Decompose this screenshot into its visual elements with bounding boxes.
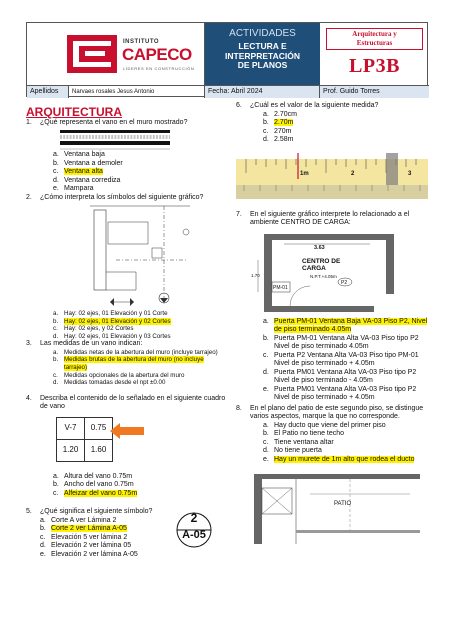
- option[interactable]: b. El Patio no tiene techo: [263, 430, 345, 437]
- drawing-npt: N.P.T.+4.05m: [310, 273, 337, 279]
- drawing-door-pm01: PM-01: [273, 284, 288, 291]
- wall-opening-figure: [54, 127, 226, 151]
- option[interactable]: d. Hay: 02 ejes, 01 Elevación y 03 Cortes: [53, 332, 171, 340]
- logo-cell: [27, 23, 205, 85]
- apellidos-label: Apellidos: [27, 86, 69, 98]
- right-column: [236, 102, 432, 544]
- question-8: 8. En el plano del patio de este segundo piso, se distingue varios aspectos, marque la que no corresponde.: [236, 404, 424, 420]
- option[interactable]: d. No tiene puerta: [263, 447, 322, 454]
- tape-mark-1m: 1m: [300, 170, 309, 177]
- axes-symbols-figure: [86, 202, 226, 310]
- document-header: [26, 22, 428, 97]
- question-7: 7. En el siguiente gráfico interprete lo relacionado a el ambiente CENTRO DE CARGA:: [236, 210, 410, 226]
- option-selected[interactable]: b. Corte 2 ver Lámina A-05: [40, 525, 127, 533]
- option[interactable]: d. Elevación 2 ver lámina 05: [40, 542, 132, 550]
- activity-subtitle: LECTURA E INTERPRETACIÓN DE PLANOS: [225, 41, 300, 70]
- activity-code: LP3B: [349, 55, 400, 77]
- patio-label: PATIO: [334, 501, 352, 507]
- q2-options: [53, 310, 226, 340]
- section-symbol: [174, 511, 214, 549]
- activity-title: ACTIVIDADES: [229, 28, 296, 39]
- option-selected[interactable]: a. Puerta PM-01 Ventana Baja VA-03 Piso P2, Nivel de piso terminado 4.05m: [263, 317, 428, 333]
- option[interactable]: a. Hay ducto que viene del primer piso: [263, 421, 386, 429]
- question-4: 4. Describa el contenido de lo señalado en el siguiente cuadro de vano: [26, 394, 226, 411]
- option[interactable]: a. Corte A ver Lámina 2: [40, 516, 117, 524]
- section-title: ARQUITECTURA: [26, 105, 122, 119]
- option[interactable]: a. Altura del vano 0.75m: [53, 472, 133, 480]
- option[interactable]: c. Puerta P2 Ventana Alta VA-03 Piso tipo PM-01 Nivel de piso terminado + 4.05m: [263, 351, 419, 367]
- left-column: [26, 105, 226, 559]
- option[interactable]: d. Ventana corrediza: [53, 176, 121, 184]
- logo-tagline: LÍDERES EN CONSTRUCCIÓN: [123, 66, 195, 71]
- logo-institute: INSTITUTO: [123, 39, 160, 45]
- capeco-logo-icon: [67, 35, 117, 73]
- drawing-room-title: CENTRO DE CARGA: [302, 257, 341, 272]
- table-cell: 0.75: [85, 417, 113, 439]
- tape-mark-3: 3: [408, 170, 412, 177]
- option-selected[interactable]: b. 2.70m: [263, 119, 294, 126]
- option[interactable]: b. Ventana a demoler: [53, 159, 123, 167]
- option[interactable]: a. 2.70cm: [263, 110, 297, 118]
- option[interactable]: e. Puerta PM01 Ventana Alta VA-03 Piso tipo P2 Nivel de piso terminado + 4.05m: [263, 385, 417, 401]
- patio-drawing: [250, 470, 432, 544]
- student-name: Narvaes rosales Jesus Antonio: [69, 86, 205, 98]
- table-cell: 1.60: [85, 439, 113, 461]
- section-symbol-sheet: A-05: [182, 528, 206, 541]
- window-schedule-figure: [26, 417, 226, 473]
- q6-options: [263, 111, 432, 145]
- option[interactable]: d. Medidas tomadas desde el npt ±0.00: [53, 379, 166, 387]
- option[interactable]: d. 2.58m: [263, 136, 294, 143]
- option[interactable]: c. Tiene ventana altar: [263, 438, 334, 446]
- professor-label: Prof. Guido Torres: [320, 86, 429, 98]
- question-2: 2. ¿Cómo interpreta los símbolos del siguiente gráfico?: [26, 193, 204, 201]
- question-5: 5. ¿Qué significa el siguiente símbolo?: [26, 508, 153, 516]
- option-selected[interactable]: c. Alfeizar del vano 0.75m: [53, 489, 138, 497]
- centro-de-carga-drawing: [251, 230, 432, 318]
- question-3: 3. Las medidas de un vano indican:: [26, 340, 143, 348]
- option[interactable]: a. Hay: 02 ejes, 01 Elevación y 01 Corte: [53, 310, 168, 317]
- tape-mark-2: 2: [351, 170, 355, 177]
- section-symbol-number: 2: [190, 510, 198, 525]
- q8-options: [263, 422, 432, 465]
- option[interactable]: e. Mampara: [53, 185, 94, 192]
- option[interactable]: d. Puerta PM01 Ventana Alta VA-03 Piso tipo P2 Nivel de piso terminado - 4.05m: [263, 368, 417, 384]
- window-schedule-table: [56, 417, 113, 462]
- option-selected[interactable]: e. Hay un murete de 1m alto que rodea el ducto: [263, 455, 415, 463]
- table-cell: 1.20: [57, 439, 85, 461]
- option[interactable]: e. Elevación 2 ver lámina A-05: [40, 550, 138, 558]
- q1-options: [53, 151, 226, 194]
- option[interactable]: b. Ancho del vano 0.75m: [53, 481, 134, 489]
- course-name: Arquitectura y Estructuras: [326, 28, 423, 50]
- option[interactable]: c. Elevación 5 ver lámina 2: [40, 533, 128, 541]
- question-1: 1. ¿Qué representa el vano en el muro mostrado?: [26, 118, 188, 126]
- activity-cell: [205, 23, 320, 85]
- q3-options: [53, 349, 226, 387]
- arrow-left-icon: [110, 423, 144, 439]
- option[interactable]: c. Hay: 02 ejes, y 02 Cortes: [53, 325, 134, 333]
- q7-options: [263, 318, 432, 403]
- question-6: 6. ¿Cuál es el valor de la siguiente medida?: [236, 102, 379, 109]
- option-selected[interactable]: c. Ventana alta: [53, 168, 103, 175]
- course-cell: [320, 23, 429, 85]
- q4-options: [53, 473, 226, 499]
- option[interactable]: a. Ventana baja: [53, 151, 105, 158]
- option[interactable]: b. Puerta PM-01 Ventana Alta VA-03 Piso tipo P2 Nivel de piso terminado 4.05m: [263, 334, 419, 350]
- drawing-dim-top: 3.63: [314, 244, 325, 251]
- tape-measure-figure: [236, 153, 432, 205]
- option-selected[interactable]: b. Hay: 02 ejes, 01 Elevación y 02 Cortes: [53, 317, 171, 325]
- table-cell: V-7: [57, 417, 85, 439]
- option[interactable]: c. Medidas opcionales de la abertura del muro: [53, 371, 185, 379]
- drawing-dim-side: 1.70: [251, 272, 260, 278]
- info-row: [27, 85, 429, 97]
- option[interactable]: c. 270m: [263, 127, 292, 135]
- logo-name: CAPECO: [122, 45, 192, 64]
- option-selected[interactable]: b. Medidas brutas de la abertura del muro (no incluye tarrajeo): [53, 356, 204, 372]
- drawing-door-p2: P2: [341, 279, 348, 286]
- date-label: Fecha: Abril 2024: [205, 86, 320, 98]
- option[interactable]: a. Medidas netas de la abertura del muro (incluye tarrajeo): [53, 348, 218, 356]
